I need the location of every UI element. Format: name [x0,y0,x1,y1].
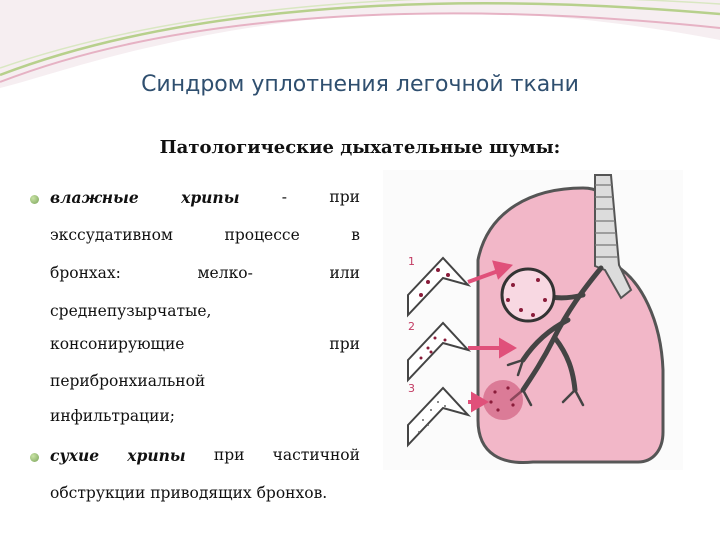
bullet1-line1 [50,188,360,207]
text-word: при [329,188,360,206]
bullet1-line7: инфильтрации; [50,407,175,425]
bullet2-line2: обструкции приводящих бронхов. [50,484,328,502]
bullet1-line2 [50,226,360,244]
bullet-dot-icon [30,195,39,204]
infiltration-focus [483,380,523,420]
text-word: сухие [50,446,100,465]
text-word: при [213,446,245,464]
slide-title: Синдром уплотнения легочной ткани [141,72,579,97]
wedge-label-2: 2 [408,320,415,333]
text-word: процессе [224,226,300,244]
text-word: - [281,188,288,206]
text-word: частичной [272,446,360,464]
text-word: мелко- [197,264,253,282]
lung-illustration [383,170,683,470]
bullet1-line5 [50,335,360,353]
text-word: бронхах: [50,264,121,282]
text-word: в [351,226,360,244]
wedge-label-3: 3 [408,382,415,395]
bullet-dot-icon [30,453,39,462]
bullet2-line1 [50,446,360,465]
text-word: влажные [50,188,139,207]
bullet1-line3 [50,264,360,282]
text-word: или [329,264,360,282]
text-word: при [329,335,360,353]
text-word: экссудативном [50,226,173,244]
bullet1-line4: среднепузырчатые, [50,302,212,320]
alveolus-focus-1 [502,269,554,321]
slide-subtitle: Патологические дыхательные шумы: [159,137,561,158]
text-word: консонирующие [50,335,185,353]
text-word: хрипы [127,446,186,465]
wedge-label-1: 1 [408,255,415,268]
bullet1-line6: перибронхиальной [50,372,206,390]
text-word: хрипы [181,188,240,207]
